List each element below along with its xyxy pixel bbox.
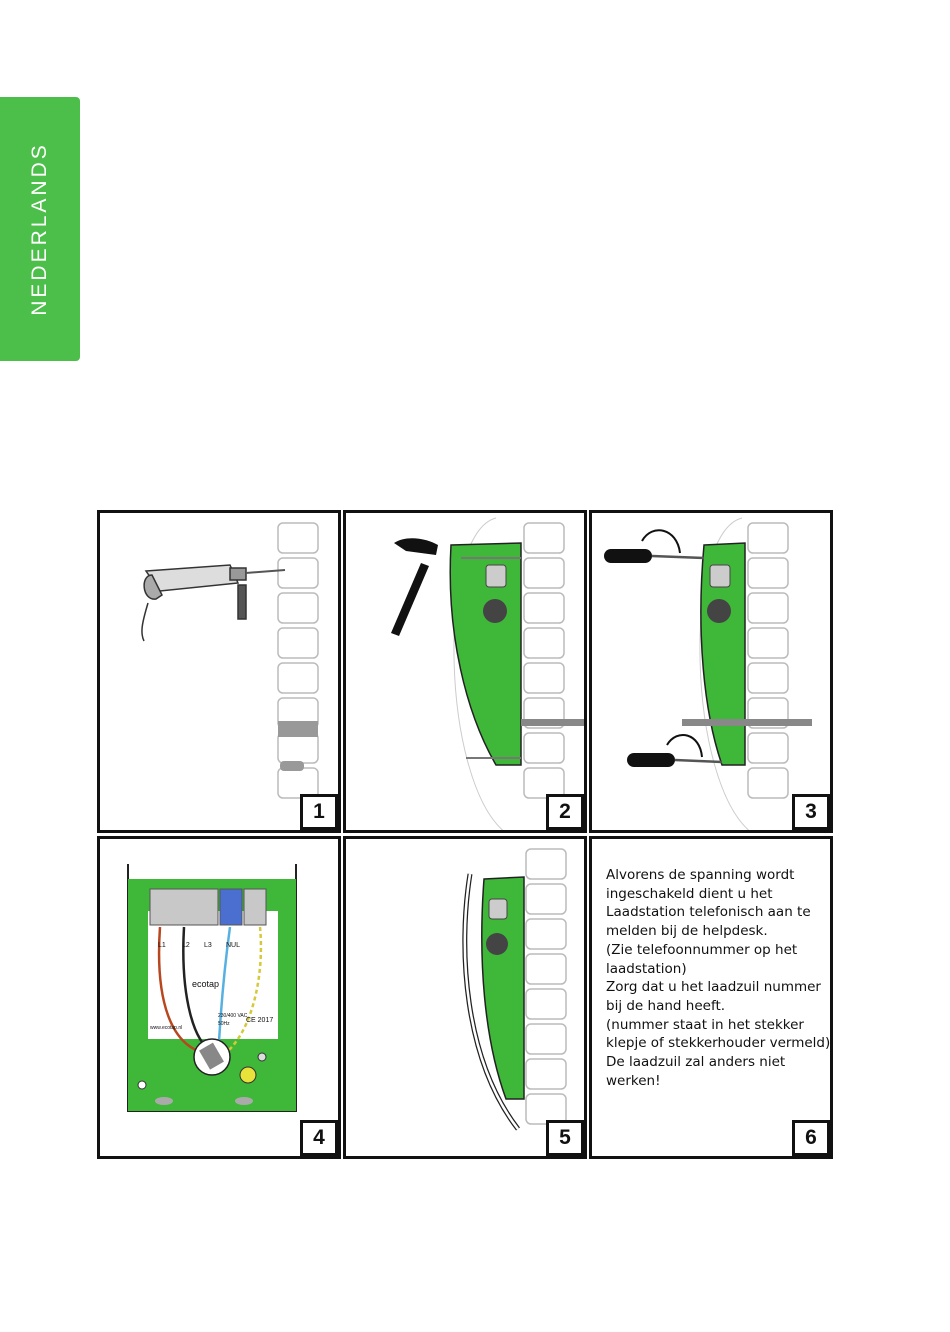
step-panel-1: [97, 510, 341, 833]
step-number-1: 1: [300, 794, 338, 830]
cover-illustration: [346, 839, 587, 1159]
step-number-6: 6: [792, 1120, 830, 1156]
label-web: www.ecotap.nl: [150, 1025, 183, 1031]
step-number-3: 3: [792, 794, 830, 830]
wiring-illustration: [100, 839, 341, 1159]
instruction-line: Zorg dat u het laadzuil nummer: [606, 979, 821, 996]
step-panel-2: [343, 510, 587, 833]
language-label: NEDERLANDS: [28, 142, 51, 316]
instruction-line: werken!: [606, 1072, 661, 1089]
instruction-line: Laadstation telefonisch aan te: [606, 904, 811, 921]
step-number-5: 5: [546, 1120, 584, 1156]
instruction-text: [606, 866, 831, 1090]
instruction-line: Alvorens de spanning wordt: [606, 867, 795, 883]
hammer-illustration: [346, 513, 587, 833]
instruction-line: bij de hand heeft.: [606, 997, 726, 1014]
instruction-line: (nummer staat in het stekker: [606, 1016, 804, 1033]
label-brand: ecotap: [192, 979, 220, 989]
instruction-line: ingeschakeld dient u het: [606, 885, 773, 902]
terminal-l3: L3: [204, 942, 212, 949]
instruction-line: klepje of stekkerhouder vermeld): [606, 1035, 831, 1052]
terminal-nul: NUL: [226, 942, 241, 949]
instruction-line: (Zie telefoonnummer op het: [606, 941, 798, 958]
instruction-line: laadstation): [606, 960, 687, 977]
screwdriver-illustration: [592, 513, 833, 833]
label-hz: 50Hz: [218, 1021, 230, 1027]
step-number-2: 2: [546, 794, 584, 830]
step-panel-6: [589, 836, 833, 1159]
instruction-line: De laadzuil zal anders niet: [606, 1054, 786, 1071]
language-tab: [0, 97, 80, 361]
terminal-l2: L2: [182, 942, 190, 949]
step-panel-3: [589, 510, 833, 833]
step-panel-5: [343, 836, 587, 1159]
label-ce: CE 2017: [246, 1017, 274, 1024]
drill-illustration: [100, 513, 341, 833]
label-voltage: 230/400 VAC: [218, 1013, 248, 1019]
terminal-l1: L1: [158, 942, 166, 949]
step-number-4: 4: [300, 1120, 338, 1156]
step-panel-4: [97, 836, 341, 1159]
instruction-line: melden bij de helpdesk.: [606, 923, 768, 940]
